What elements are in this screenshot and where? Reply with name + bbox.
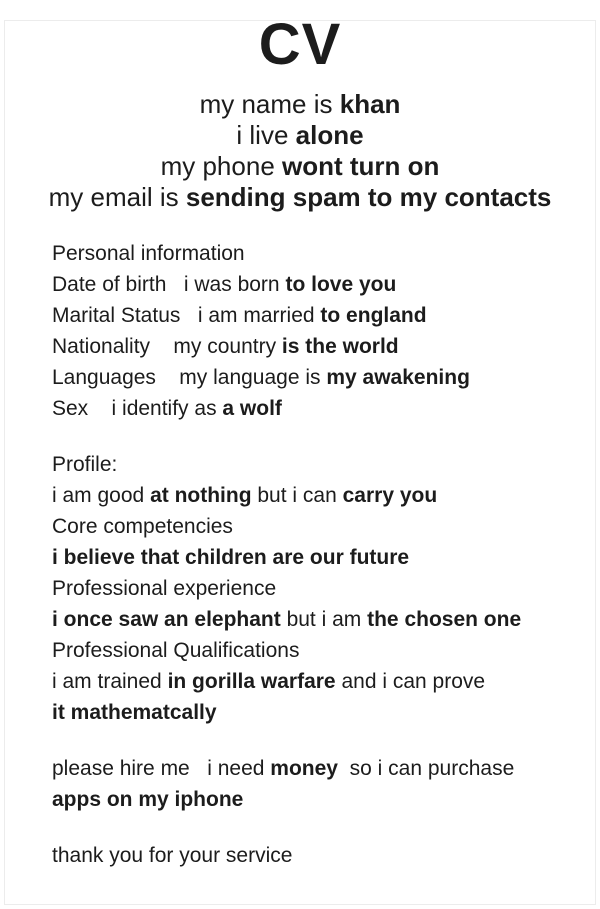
regular-text: i am trained (52, 670, 168, 693)
regular-text: Personal information (52, 242, 245, 265)
text-line (52, 784, 570, 815)
text-line (52, 449, 570, 480)
blank-line (52, 815, 570, 840)
bold-text: in gorilla warfare (167, 670, 336, 693)
regular-text: Marital Status i am married (52, 304, 321, 327)
regular-text: thank you for your service (52, 844, 293, 867)
text-line (0, 120, 600, 151)
bold-text: to love you (285, 273, 397, 296)
regular-text: but i can (251, 484, 343, 507)
bold-text: carry you (342, 484, 438, 507)
text-line (52, 269, 570, 300)
regular-text: my phone (160, 151, 282, 181)
regular-text: Core competencies (52, 515, 233, 538)
bold-text: to england (320, 304, 427, 327)
blank-line (52, 424, 570, 449)
text-line (52, 542, 570, 573)
bold-text: my awakening (326, 366, 470, 389)
regular-text: Professional Qualifications (52, 639, 300, 662)
text-line (0, 182, 600, 213)
cv-body (0, 238, 600, 871)
bold-text: at nothing (150, 484, 252, 507)
bold-text: money (270, 757, 338, 780)
bold-text: khan (339, 89, 401, 119)
bold-text: apps on my iphone (52, 788, 244, 811)
regular-text: but i am (280, 608, 368, 631)
regular-text: please hire me i need (52, 757, 271, 780)
bold-text: alone (295, 120, 364, 150)
regular-text: Professional experience (52, 577, 277, 600)
regular-text: and i can prove (335, 670, 486, 693)
regular-text: i am good (52, 484, 151, 507)
bold-text: wont turn on (282, 151, 440, 181)
text-line (52, 697, 570, 728)
regular-text: Date of birth i was born (52, 273, 286, 296)
cv-header (0, 89, 600, 213)
text-line (0, 151, 600, 182)
text-line (52, 331, 570, 362)
bold-text: i once saw an elephant (52, 608, 281, 631)
regular-text: Nationality my country (52, 335, 282, 358)
text-line (52, 840, 570, 871)
blank-line (52, 728, 570, 753)
regular-text: Profile: (52, 453, 118, 476)
regular-text: my email is (48, 182, 186, 212)
text-line (52, 666, 570, 697)
page-title: CV (258, 12, 342, 77)
regular-text: my name is (199, 89, 340, 119)
text-line (52, 635, 570, 666)
text-line (52, 511, 570, 542)
text-line (0, 89, 600, 120)
regular-text: Languages my language is (52, 366, 327, 389)
text-line (52, 573, 570, 604)
text-line (52, 300, 570, 331)
text-line (52, 238, 570, 269)
bold-text: is the world (281, 335, 399, 358)
bold-text: it mathematcally (52, 701, 217, 724)
regular-text: so i can purchase (337, 757, 515, 780)
regular-text: Sex i identify as (52, 397, 223, 420)
bold-text: i believe that children are our future (52, 546, 410, 569)
text-line (52, 480, 570, 511)
bold-text: sending spam to my contacts (185, 182, 552, 212)
bold-text: a wolf (222, 397, 282, 420)
regular-text: i live (236, 120, 296, 150)
text-line (52, 393, 570, 424)
text-line (52, 604, 570, 635)
text-line (52, 362, 570, 393)
bold-text: the chosen one (367, 608, 522, 631)
text-line (52, 753, 570, 784)
